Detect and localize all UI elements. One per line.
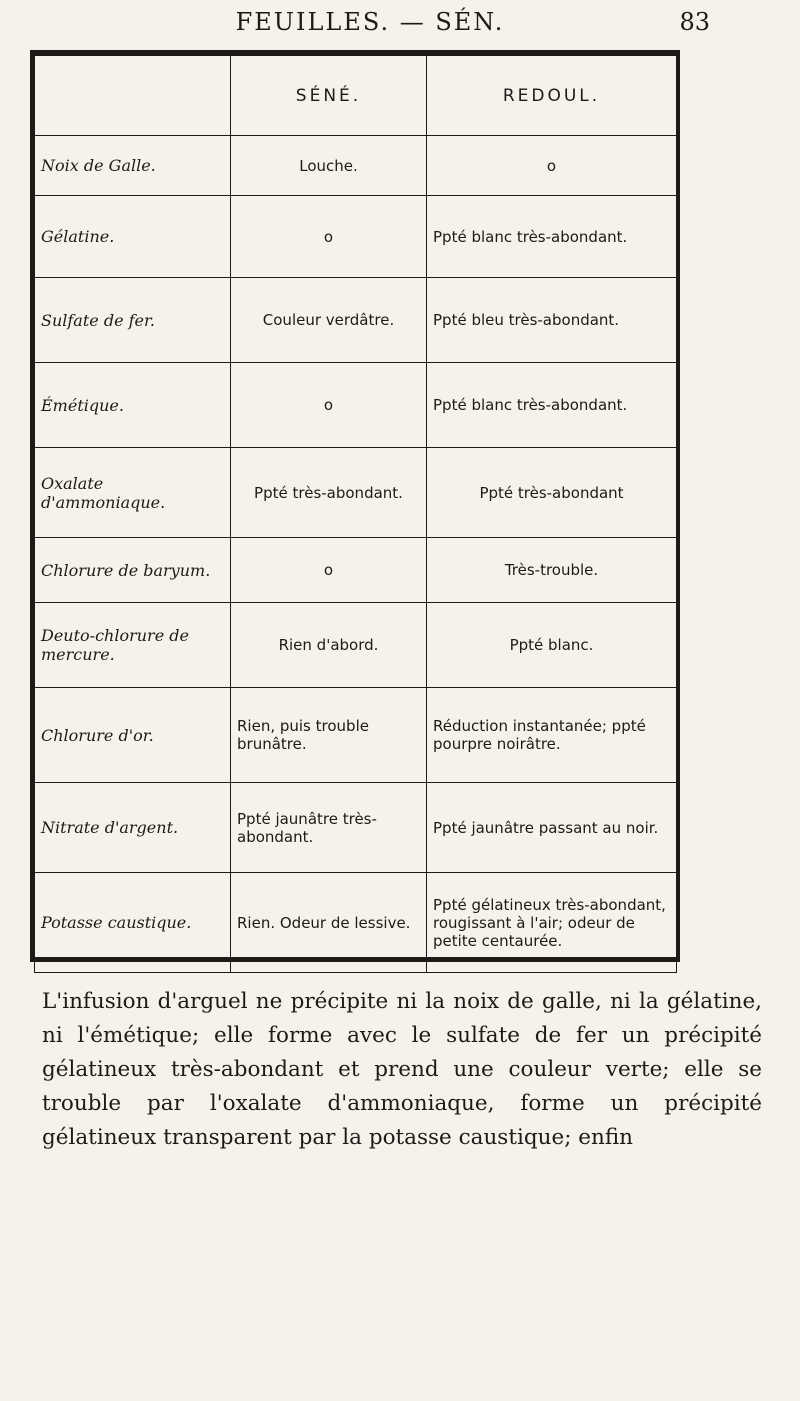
redoul-cell: Ppté blanc. <box>427 603 677 688</box>
reagent-cell: Gélatine. <box>35 196 231 278</box>
redoul-cell: Ppté gélatineux très-abondant, rougissant à l'air; odeur de petite centaurée. <box>427 873 677 973</box>
running-title: FEUILLES. — SÉN. <box>235 8 505 36</box>
sene-cell: Rien. Odeur de lessive. <box>231 873 427 973</box>
table-row <box>35 783 677 873</box>
sene-cell: Ppté très-abondant. <box>231 448 427 538</box>
redoul-cell: o <box>427 136 677 196</box>
reagent-cell: Émétique. <box>35 363 231 448</box>
reagent-table-frame <box>30 50 680 962</box>
reagent-cell: Chlorure d'or. <box>35 688 231 783</box>
sene-cell: o <box>231 538 427 603</box>
sene-cell: Couleur verdâtre. <box>231 278 427 363</box>
column-header-sene: SÉNÉ. <box>231 56 427 136</box>
sene-cell: o <box>231 196 427 278</box>
reagent-cell: Nitrate d'argent. <box>35 783 231 873</box>
table-row <box>35 688 677 783</box>
reagent-cell: Deuto-chlorure de mercure. <box>35 603 231 688</box>
column-header-redoul: REDOUL. <box>427 56 677 136</box>
redoul-cell: Ppté blanc très-abondant. <box>427 363 677 448</box>
reagent-cell: Sulfate de fer. <box>35 278 231 363</box>
column-header-empty <box>35 56 231 136</box>
reagent-cell: Potasse caustique. <box>35 873 231 973</box>
table-row <box>35 873 677 973</box>
table-row <box>35 538 677 603</box>
redoul-cell: Ppté blanc très-abondant. <box>427 196 677 278</box>
sene-cell: o <box>231 363 427 448</box>
reagent-cell: Oxalate d'ammoniaque. <box>35 448 231 538</box>
reagent-table <box>34 55 677 973</box>
sene-cell: Louche. <box>231 136 427 196</box>
table-row <box>35 278 677 363</box>
page-header <box>0 8 800 50</box>
redoul-cell: Ppté jaunâtre passant au noir. <box>427 783 677 873</box>
table-row <box>35 136 677 196</box>
sene-cell: Rien d'abord. <box>231 603 427 688</box>
reagent-cell: Noix de Galle. <box>35 136 231 196</box>
redoul-cell: Réduction instantanée; ppté pourpre noirâtre. <box>427 688 677 783</box>
redoul-cell: Ppté très-abondant <box>427 448 677 538</box>
table-row <box>35 363 677 448</box>
sene-cell: Ppté jaunâtre très-abondant. <box>231 783 427 873</box>
table-row <box>35 603 677 688</box>
table-header-row <box>35 56 677 136</box>
sene-cell: Rien, puis trouble brunâtre. <box>231 688 427 783</box>
redoul-cell: Ppté bleu très-abondant. <box>427 278 677 363</box>
page-number: 83 <box>679 8 710 36</box>
reagent-cell: Chlorure de baryum. <box>35 538 231 603</box>
redoul-cell: Très-trouble. <box>427 538 677 603</box>
body-paragraph: L'infusion d'arguel ne précipite ni la noix de galle, ni la gélatine, ni l'émétique; elle forme avec le sulfate de fer un précipité gélatineux très-abondant et prend une couleur verte; elle se trouble par l'oxalate d'ammoniaque, forme un précipité gélatineux transparent par la potasse caustique; enfin <box>42 989 762 1150</box>
table-row <box>35 196 677 278</box>
table-row <box>35 448 677 538</box>
